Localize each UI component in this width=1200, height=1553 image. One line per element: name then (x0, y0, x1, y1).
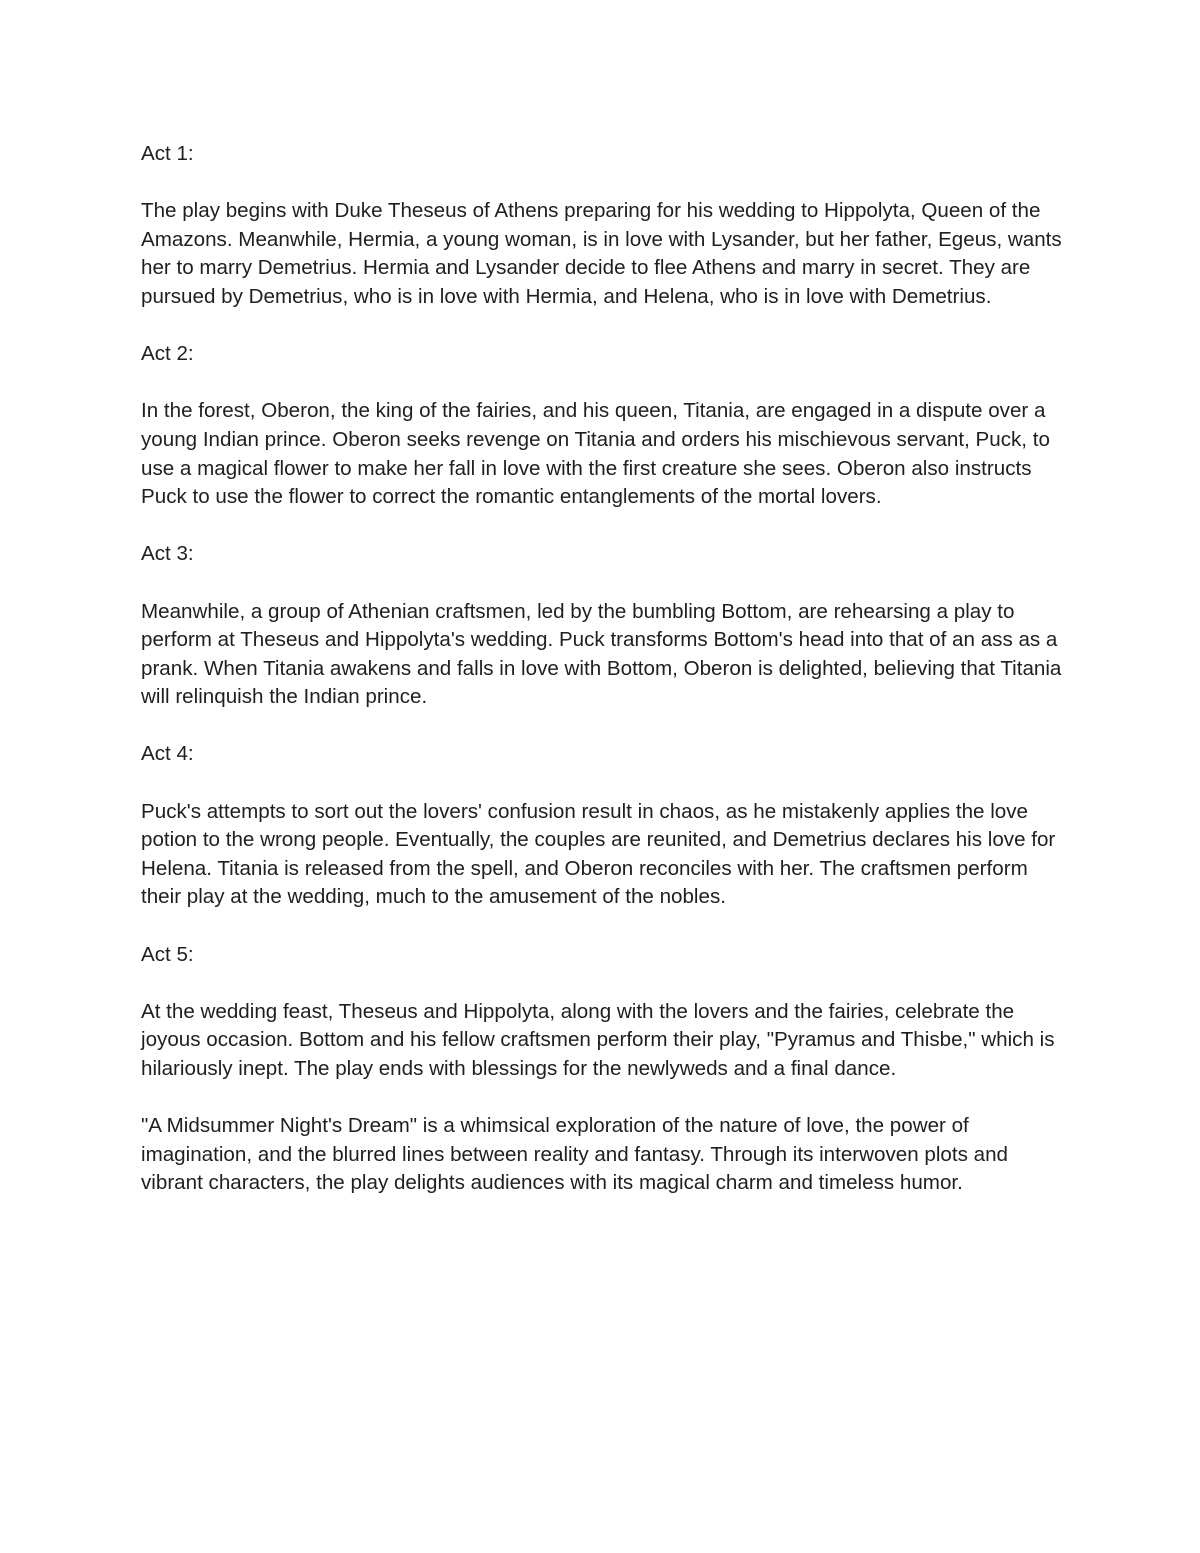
act-3-heading: Act 3: (141, 542, 194, 566)
act-2-paragraph: In the forest, Oberon, the king of the fairies, and his queen, Titania, are engaged in a dispute over a young Indian prince. Oberon seeks revenge on Titania and orders his mischievous servant, Puck, to use a magical flower to make her fall in love with the first creature she sees. Oberon also instructs Puck to use the flower to correct the romantic entanglements of the mortal lovers. (141, 399, 1050, 509)
act-2-heading: Act 2: (141, 342, 194, 366)
act-5-paragraph: At the wedding feast, Theseus and Hippolyta, along with the lovers and the fairies, celebrate the joyous occasion. Bottom and his fellow craftsmen perform their play, "Pyramus and Thisbe," which is hilariously inept. The play ends with blessings for the newlyweds and a final dance. (141, 999, 1055, 1080)
document-body (141, 140, 1071, 1227)
act-5-heading: Act 5: (141, 942, 194, 966)
act-1-heading: Act 1: (141, 142, 194, 165)
act-4-heading: Act 4: (141, 742, 194, 766)
act-1-paragraph: The play begins with Duke Theseus of Athens preparing for his wedding to Hippolyta, Queen of the Amazons. Meanwhile, Hermia, a young woman, is in love with Lysander, but her father, Egeus, wants her to marry Demetrius. Hermia and Lysander decide to flee Athens and marry in secret. They are pursued by Demetrius, who is in love with Hermia, and Helena, who is in love with Demetrius. (141, 199, 1062, 308)
act-3-paragraph: Meanwhile, a group of Athenian craftsmen, led by the bumbling Bottom, are rehearsing a play to perform at Theseus and Hippolyta's wedding. Puck transforms Bottom's head into that of an ass as a prank. When Titania awakens and falls in love with Bottom, Oberon is delighted, believing that Titania will relinquish the Indian prince. (141, 599, 1062, 709)
act-4-paragraph: Puck's attempts to sort out the lovers' confusion result in chaos, as he mistakenly applies the love potion to the wrong people. Eventually, the couples are reunited, and Demetrius declares his love for Helena. Titania is released from the spell, and Oberon reconciles with her. The craftsmen perform their play at the wedding, much to the amusement of the nobles. (141, 799, 1056, 909)
conclusion-paragraph: "A Midsummer Night's Dream" is a whimsical exploration of the nature of love, the power of imagination, and the blurred lines between reality and fantasy. Through its interwoven plots and vibrant characters, the play delights audiences with its magical charm and timeless humor. (141, 1114, 1008, 1195)
